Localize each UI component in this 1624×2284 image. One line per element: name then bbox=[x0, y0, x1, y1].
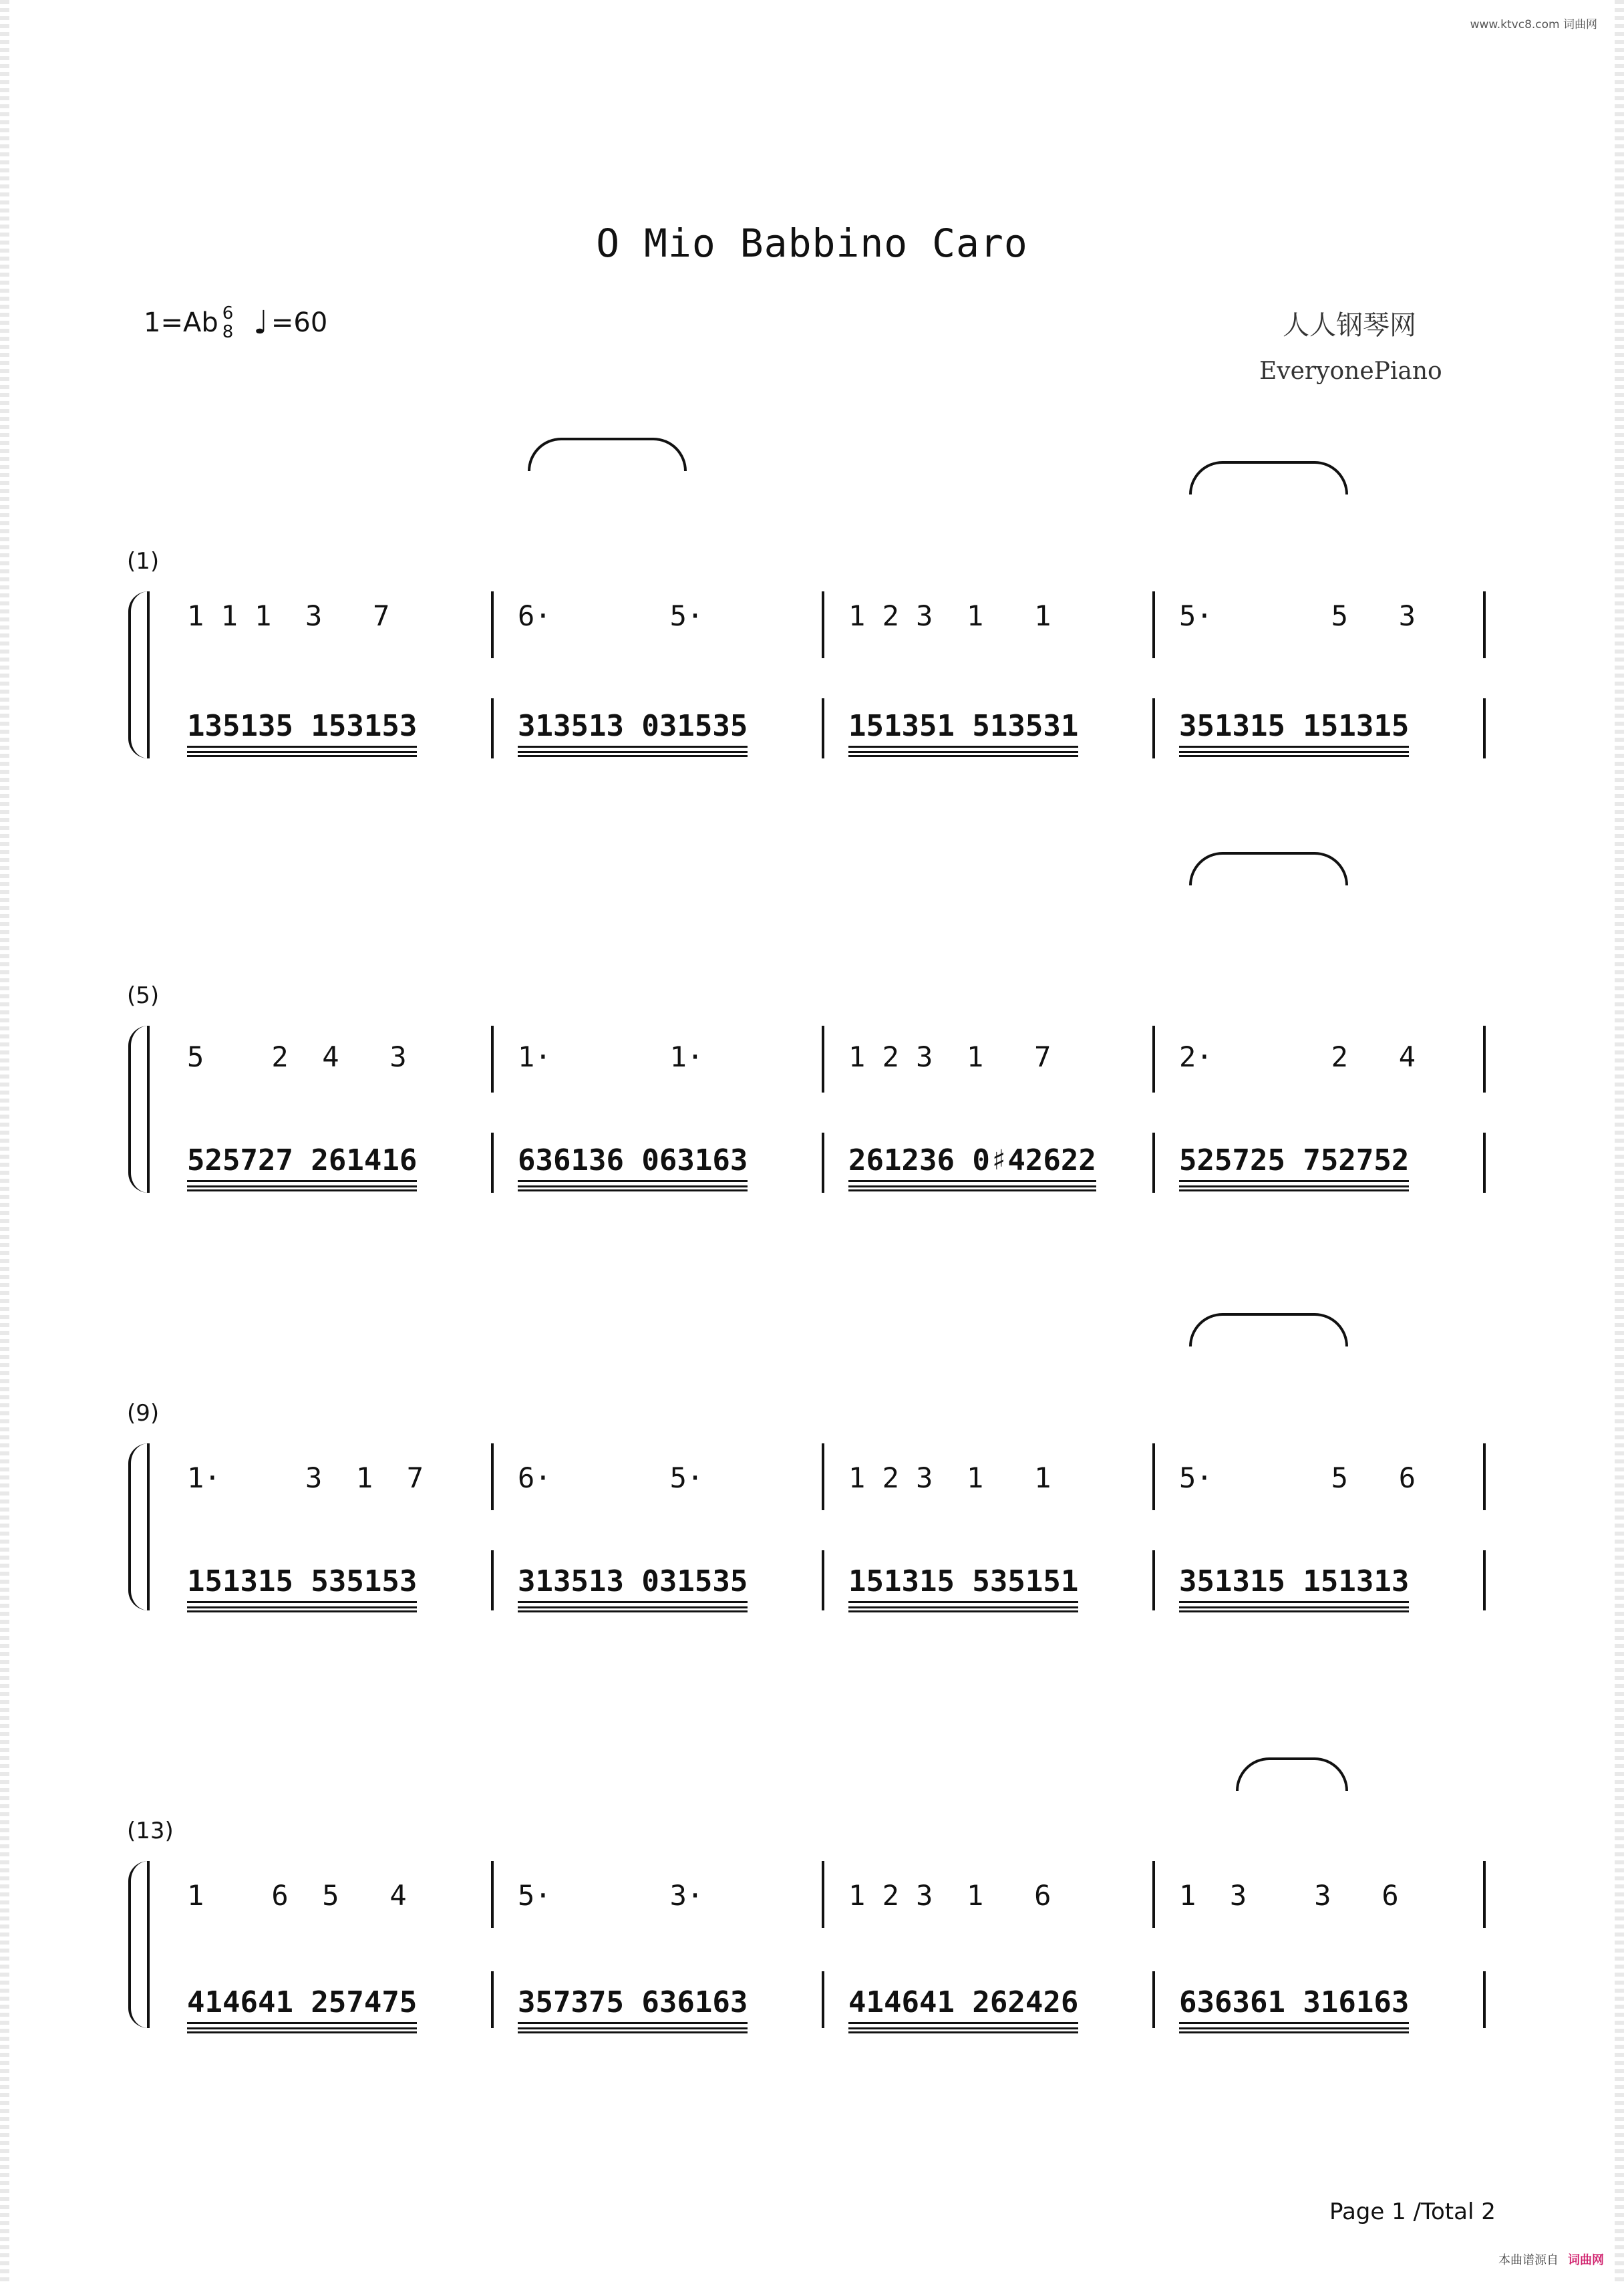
treble-measure: 1 2 3 1 1 bbox=[848, 1461, 1051, 1494]
treble-measure: 5· 5 3 bbox=[1179, 599, 1416, 632]
tie-slur bbox=[1189, 461, 1348, 494]
treble-measure: 5· 3· bbox=[518, 1879, 704, 1912]
system-number: (13) bbox=[127, 1818, 174, 1844]
treble-measure: 1 2 3 1 7 bbox=[848, 1040, 1051, 1073]
page-title: O Mio Babbino Caro bbox=[596, 221, 1028, 266]
tie-slur bbox=[1189, 852, 1348, 885]
bar-line bbox=[147, 1443, 150, 1610]
bar-line bbox=[1483, 1971, 1486, 2028]
treble-measure: 1 2 3 1 1 bbox=[848, 599, 1051, 632]
bar-line bbox=[822, 698, 824, 758]
bar-line bbox=[822, 1026, 824, 1093]
bar-line bbox=[1152, 1443, 1155, 1510]
bar-line bbox=[822, 1133, 824, 1193]
quarter-note-icon: ♩ bbox=[253, 304, 269, 341]
treble-measure: 1· 1· bbox=[518, 1040, 704, 1073]
treble-measure: 6· 5· bbox=[518, 599, 704, 632]
bass-measure: 351315 151315 bbox=[1179, 708, 1409, 748]
bar-line bbox=[1152, 1971, 1155, 2028]
bar-line bbox=[1483, 698, 1486, 758]
bar-line bbox=[491, 591, 494, 658]
bar-line bbox=[1483, 1861, 1486, 1928]
bar-line bbox=[1152, 1550, 1155, 1610]
bar-line bbox=[1152, 591, 1155, 658]
time-signature-top: 6 bbox=[222, 303, 234, 323]
system-number: (9) bbox=[127, 1400, 160, 1427]
bass-measure: 261236 0♯42622 bbox=[848, 1143, 1096, 1182]
site-watermark-top: www.ktvc8.com 词曲网 bbox=[1470, 18, 1597, 31]
bass-measure: 313513 031535 bbox=[518, 708, 748, 748]
bass-measure: 135135 153153 bbox=[187, 708, 417, 748]
bass-measure: 357375 636163 bbox=[518, 1985, 748, 2024]
bar-line bbox=[1483, 1026, 1486, 1093]
tie-slur bbox=[1236, 1757, 1348, 1791]
right-edge-strip bbox=[1615, 0, 1624, 2284]
treble-measure: 2· 2 4 bbox=[1179, 1040, 1416, 1073]
bar-line bbox=[822, 591, 824, 658]
treble-measure: 1 2 3 1 6 bbox=[848, 1879, 1051, 1912]
bass-measure: 351315 151313 bbox=[1179, 1564, 1409, 1603]
grand-staff-brace bbox=[128, 1026, 154, 1193]
time-signature bbox=[222, 304, 234, 341]
bar-line bbox=[491, 1971, 494, 2028]
publisher-en: EveryonePiano bbox=[1259, 358, 1442, 385]
treble-measure: 1· 3 1 7 bbox=[187, 1461, 424, 1494]
bar-line bbox=[822, 1443, 824, 1510]
bass-measure: 313513 031535 bbox=[518, 1564, 748, 1603]
treble-measure: 1 6 5 4 bbox=[187, 1879, 407, 1912]
bar-line bbox=[1483, 1133, 1486, 1193]
time-signature-bottom: 8 bbox=[222, 322, 234, 342]
bar-line bbox=[1483, 1550, 1486, 1610]
bass-measure: 151315 535151 bbox=[848, 1564, 1078, 1603]
source-label: 本曲谱源自 bbox=[1498, 2253, 1559, 2267]
tie-slur bbox=[528, 438, 687, 471]
treble-measure: 1 1 1 3 7 bbox=[187, 599, 390, 632]
bass-measure: 151351 513531 bbox=[848, 708, 1078, 748]
bar-line bbox=[147, 1026, 150, 1193]
bar-line bbox=[147, 591, 150, 758]
bar-line bbox=[1152, 1133, 1155, 1193]
site-name-link[interactable]: 词曲网 bbox=[1568, 2253, 1604, 2267]
system-number: (1) bbox=[127, 548, 160, 575]
treble-measure: 5· 5 6 bbox=[1179, 1461, 1416, 1494]
bar-line bbox=[491, 1443, 494, 1510]
bar-line bbox=[491, 1861, 494, 1928]
bar-line bbox=[491, 1133, 494, 1193]
key-signature: 1=Ab bbox=[144, 307, 218, 338]
bar-line bbox=[491, 1026, 494, 1093]
bar-line bbox=[1152, 698, 1155, 758]
bass-measure: 151315 535153 bbox=[187, 1564, 417, 1603]
bar-line bbox=[822, 1550, 824, 1610]
treble-measure: 5 2 4 3 bbox=[187, 1040, 407, 1073]
treble-measure: 1 3 3 6 bbox=[1179, 1879, 1399, 1912]
left-edge-strip bbox=[0, 0, 9, 2284]
key-tempo-marking bbox=[144, 304, 327, 341]
bar-line bbox=[491, 698, 494, 758]
bass-measure: 636361 316163 bbox=[1179, 1985, 1409, 2024]
bass-measure: 525727 261416 bbox=[187, 1143, 417, 1182]
bar-line bbox=[822, 1861, 824, 1928]
bar-line bbox=[1152, 1861, 1155, 1928]
grand-staff-brace bbox=[128, 1861, 154, 2028]
bar-line bbox=[1152, 1026, 1155, 1093]
bar-line bbox=[147, 1861, 150, 2028]
treble-measure: 6· 5· bbox=[518, 1461, 704, 1494]
grand-staff-brace bbox=[128, 591, 154, 758]
bar-line bbox=[1483, 1443, 1486, 1510]
bar-line bbox=[822, 1971, 824, 2028]
bass-measure: 414641 257475 bbox=[187, 1985, 417, 2024]
bar-line bbox=[491, 1550, 494, 1610]
bar-line bbox=[1483, 591, 1486, 658]
site-watermark-bottom bbox=[1498, 2251, 1604, 2268]
publisher-cn: 人人钢琴网 bbox=[1283, 310, 1416, 341]
tie-slur bbox=[1189, 1313, 1348, 1346]
page-footer: Page 1 /Total 2 bbox=[1329, 2198, 1496, 2225]
system-number: (5) bbox=[127, 982, 160, 1009]
bass-measure: 636136 063163 bbox=[518, 1143, 748, 1182]
bass-measure: 525725 752752 bbox=[1179, 1143, 1409, 1182]
tempo-value: =60 bbox=[271, 307, 328, 338]
bass-measure: 414641 262426 bbox=[848, 1985, 1078, 2024]
grand-staff-brace bbox=[128, 1443, 154, 1610]
